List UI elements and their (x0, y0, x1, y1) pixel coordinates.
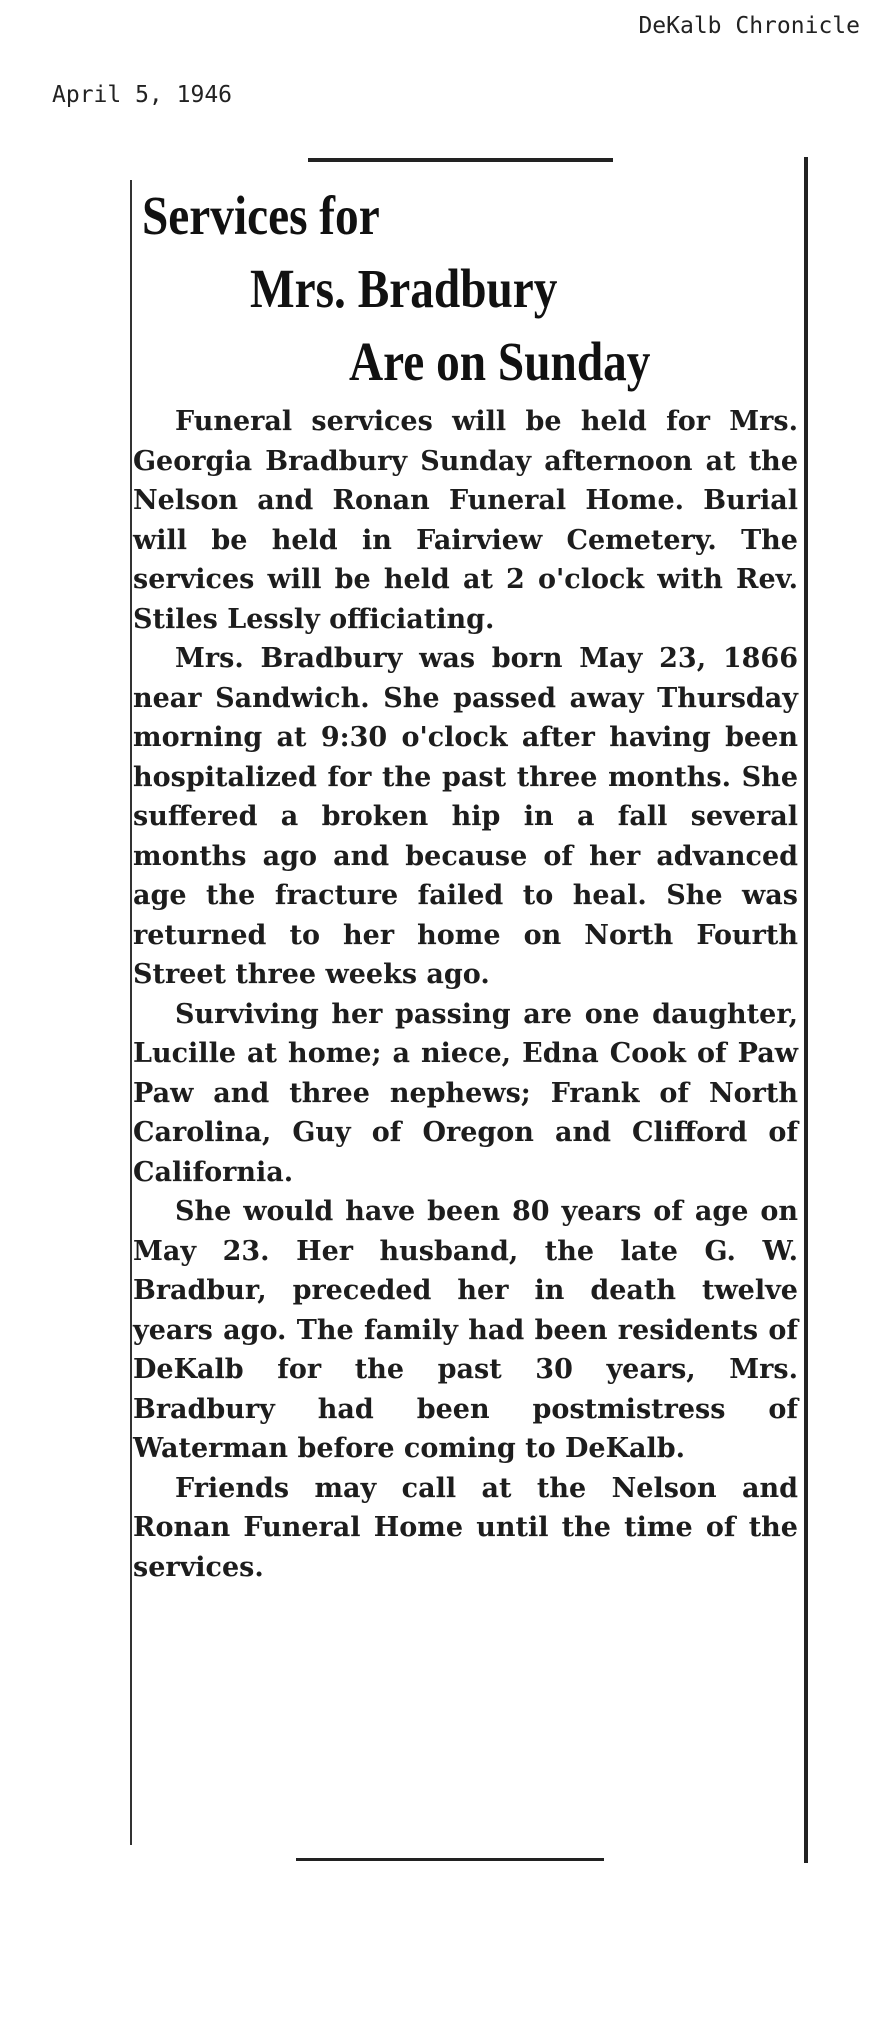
date-label: April 5, 1946 (52, 82, 233, 108)
bottom-rule (296, 1858, 604, 1861)
headline-line-3: Are on Sunday (349, 331, 651, 392)
source-label: DeKalb Chronicle (638, 13, 860, 39)
paragraph-biography: Mrs. Bradbury was born May 23, 1866 near Sandwich. She passed away Thursday morning at 9:30 o'clock after having been hospitalized for the past three months. She suffered a broken hip in a fall several months ago and because of her advanced age the fracture failed to heal. She was returned to her home on North Fourth Street three weeks ago. (133, 643, 798, 990)
article-body (133, 402, 798, 1587)
newspaper-clipping (128, 155, 810, 1875)
right-column-rule (804, 157, 808, 1863)
paragraph-family-history: She would have been 80 years of age on May 23. Her husband, the late G. W. Bradbur, preceded her in death twelve years ago. The family had been residents of DeKalb for the past 30 years, Mrs. Bradbury had been postmistress of Waterman before coming to DeKalb. (133, 1196, 798, 1464)
left-column-rule (130, 180, 132, 1845)
paragraph-visitation: Friends may call at the Nelson and Ronan Funeral Home until the time of the services. (133, 1472, 798, 1583)
paragraph-funeral-details: Funeral services will be held for Mrs. Georgia Bradbury Sunday afternoon at the Nelson and Ronan Funeral Home. Burial will be held in Fairview Cemetery. The services will be held at 2 o'clock with Rev. Stiles Lessly officiating. (133, 406, 798, 635)
headline-line-2: Mrs. Bradbury (250, 258, 558, 319)
paragraph-survivors: Surviving her passing are one daughter, Lucille at home; a niece, Edna Cook of Paw Paw and three nephews; Frank of North Carolina, Guy of Oregon and Clifford of California. (133, 998, 798, 1188)
top-rule (308, 158, 613, 162)
headline-line-1: Services for (142, 185, 380, 246)
